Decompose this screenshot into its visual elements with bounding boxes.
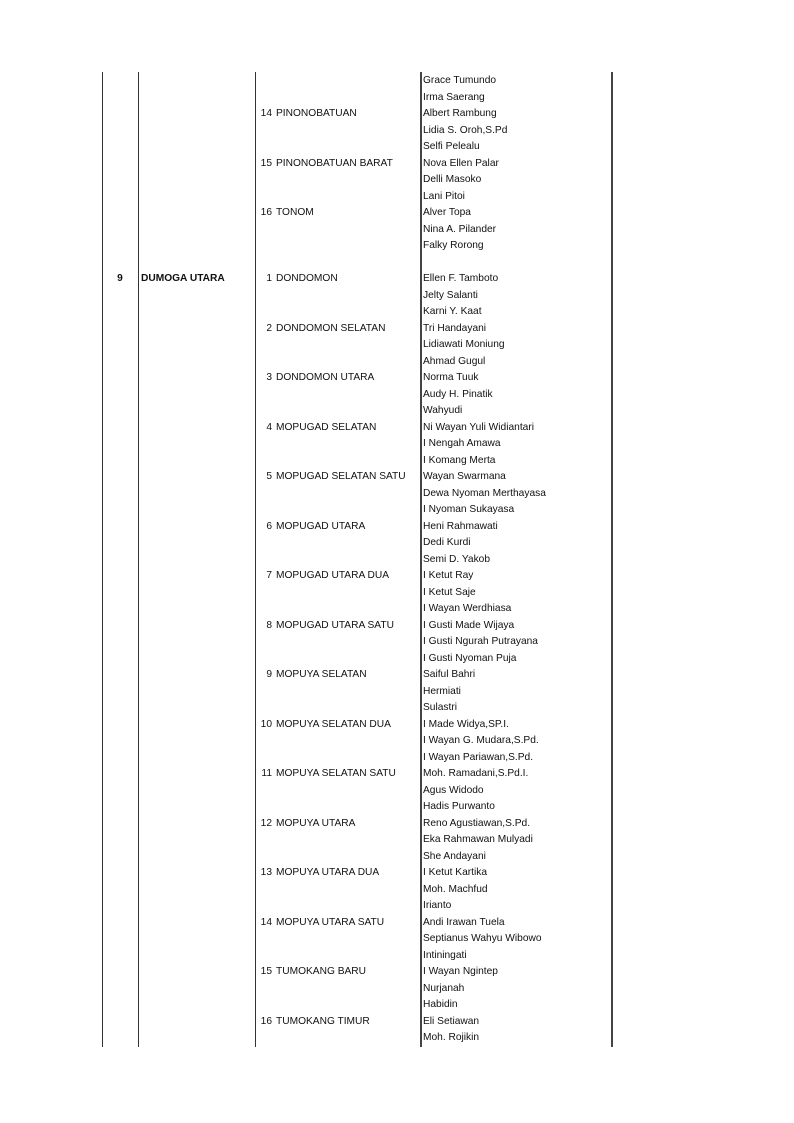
desa-name: TONOM [276, 207, 314, 218]
person-name: Norma Tuuk [423, 372, 479, 383]
desa-number: 14 [260, 108, 272, 119]
person-name: Lidiawati Moniung [423, 339, 505, 350]
person-name: Heni Rahmawati [423, 520, 498, 532]
person-name: Wayan Swarmana [423, 471, 506, 482]
person-name: I Nengah Amawa [423, 438, 501, 449]
desa-name: PINONOBATUAN [276, 108, 357, 119]
person-name: Moh. Rojikin [423, 1032, 480, 1043]
person-name: Grace Tumundo [423, 75, 497, 86]
person-name: Semi D. Yakob [423, 553, 491, 565]
desa-number: 13 [260, 867, 272, 878]
person-name: Nina A. Pilander [423, 223, 497, 235]
desa-number: 10 [260, 718, 272, 730]
desa-number: 14 [260, 916, 272, 928]
person-name: I Wayan Werdhiasa [423, 603, 512, 614]
desa-name: MOPUGAD SELATAN SATU [276, 471, 406, 482]
person-name: Falky Rorong [423, 240, 484, 251]
person-name: I Gusti Nyoman Puja [423, 652, 517, 664]
desa-number: 5 [266, 471, 272, 482]
desa-number: 3 [266, 372, 272, 383]
person-name: I Ketut Kartika [423, 867, 487, 878]
desa-number: 6 [266, 520, 272, 532]
person-name: I Gusti Ngurah Putrayana [423, 636, 538, 647]
person-name: I Ketut Saje [423, 586, 476, 598]
person-name: Reno Agustiawan,S.Pd. [423, 817, 531, 829]
desa-number: 7 [266, 570, 272, 581]
person-name: Hermiati [423, 685, 461, 697]
desa-number: 9 [266, 669, 272, 680]
person-name: Delli Masoko [423, 174, 482, 185]
desa-name: MOPUYA UTARA [276, 817, 356, 829]
desa-number: 4 [266, 421, 272, 433]
desa-name: MOPUYA SELATAN DUA [276, 718, 391, 730]
person-name: Alver Topa [423, 207, 471, 218]
person-name: Hadis Purwanto [423, 801, 495, 812]
person-name: I Made Widya,SP.I. [423, 718, 509, 730]
desa-name: MOPUYA UTARA DUA [276, 867, 380, 878]
person-name: I Gusti Made Wijaya [423, 619, 515, 631]
desa-name: MOPUGAD UTARA SATU [276, 619, 394, 631]
desa-name: MOPUGAD UTARA DUA [276, 570, 390, 581]
desa-number: 16 [260, 1015, 272, 1027]
desa-name: TUMOKANG BARU [276, 966, 366, 977]
desa-name: DONDOMON SELATAN [276, 322, 386, 334]
person-name: Habidin [423, 999, 458, 1010]
desa-number: 8 [266, 619, 272, 631]
person-name: Lidia S. Oroh,S.Pd [423, 124, 508, 136]
person-name: I Ketut Ray [423, 570, 474, 581]
desa-name: PINONOBATUAN BARAT [276, 157, 393, 169]
person-name: Wahyudi [423, 405, 463, 416]
person-name: Albert Rambung [423, 108, 497, 119]
person-name: Intiningati [423, 949, 467, 961]
desa-number: 12 [260, 817, 272, 829]
person-name: Eka Rahmawan Mulyadi [423, 834, 533, 845]
person-name: She Andayani [423, 850, 486, 862]
desa-number: 16 [260, 207, 272, 218]
desa-name: MOPUGAD SELATAN [276, 421, 377, 433]
person-name: Jelty Salanti [423, 289, 478, 301]
desa-name: DONDOMON UTARA [276, 372, 375, 383]
person-name: Ni Wayan Yuli Widiantari [423, 421, 534, 433]
person-name: Irianto [423, 900, 452, 911]
person-name: Dewa Nyoman Merthayasa [423, 487, 546, 499]
kecamatan-number: 9 [117, 273, 123, 284]
person-name: Irma Saerang [423, 91, 485, 103]
person-name: Andi Irawan Tuela [423, 916, 505, 928]
person-name: Audy H. Pinatik [423, 388, 493, 400]
person-name: Selfi Pelealu [423, 141, 480, 152]
person-name: Moh. Machfud [423, 883, 488, 895]
person-name: Nurjanah [423, 982, 465, 994]
column-divider-kecamatan [138, 72, 139, 1047]
desa-number: 1 [266, 273, 272, 284]
person-name: Agus Widodo [423, 784, 484, 796]
person-name: Saiful Bahri [423, 669, 476, 680]
person-name: Septianus Wahyu Wibowo [423, 933, 542, 944]
person-name: Nova Ellen Palar [423, 157, 499, 169]
person-name: Dedi Kurdi [423, 537, 471, 548]
person-name: Tri Handayani [423, 322, 487, 334]
person-name: Lani Pitoi [423, 190, 465, 202]
person-name: I Wayan Ngintep [423, 966, 498, 977]
desa-number: 2 [266, 322, 272, 334]
person-name: Sulastri [423, 702, 457, 713]
person-name: Moh. Ramadani,S.Pd.I. [423, 768, 529, 779]
person-name: Eli Setiawan [423, 1015, 480, 1027]
desa-name: TUMOKANG TIMUR [276, 1015, 370, 1027]
person-name: I Komang Merta [423, 454, 496, 466]
desa-number: 15 [260, 157, 272, 169]
desa-name: MOPUGAD UTARA [276, 520, 366, 532]
column-divider-names [420, 72, 422, 1047]
desa-name: MOPUYA SELATAN SATU [276, 768, 396, 779]
kecamatan-name: DUMOGA UTARA [141, 273, 225, 284]
desa-name: MOPUYA SELATAN [276, 669, 367, 680]
desa-name: DONDOMON [276, 273, 338, 284]
desa-number: 11 [261, 768, 272, 779]
person-name: Ellen F. Tamboto [423, 273, 499, 284]
person-name: Ahmad Gugul [423, 355, 486, 367]
desa-number: 15 [260, 966, 272, 977]
person-name: I Wayan G. Mudara,S.Pd. [423, 735, 539, 746]
person-name: I Wayan Pariawan,S.Pd. [423, 751, 534, 763]
person-name: I Nyoman Sukayasa [423, 504, 515, 515]
person-name: Karni Y. Kaat [423, 306, 482, 317]
table-border-right [611, 72, 613, 1047]
desa-name: MOPUYA UTARA SATU [276, 916, 385, 928]
table-border-left [102, 72, 103, 1047]
